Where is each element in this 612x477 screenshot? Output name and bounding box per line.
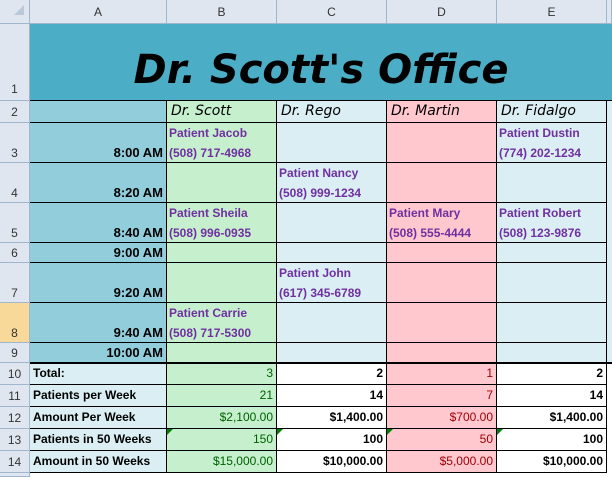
martin-total[interactable]: 1 — [387, 363, 497, 385]
appointment-cell[interactable] — [497, 203, 607, 243]
cell-a2[interactable] — [30, 101, 167, 123]
summary-label-amount-week[interactable]: Amount Per Week — [30, 407, 167, 429]
patient-phone: (508) 717-5300 — [169, 326, 252, 340]
row-header-8[interactable]: 8 — [0, 303, 30, 343]
error-indicator-icon — [387, 429, 393, 435]
empty-slot-cell[interactable] — [167, 163, 277, 203]
error-indicator-icon — [497, 429, 503, 435]
row-header-5[interactable]: 5 — [0, 203, 30, 243]
appointment-cell[interactable] — [277, 163, 387, 203]
scott-patients-week[interactable]: 21 — [167, 385, 277, 407]
empty-slot-cell[interactable] — [277, 123, 387, 163]
patient-name: Patient Robert — [499, 206, 582, 220]
patient-name: Patient Mary — [389, 206, 461, 220]
empty-slot-cell[interactable] — [277, 203, 387, 243]
row-header-7[interactable]: 7 — [0, 263, 30, 303]
time-slot-0840[interactable]: 8:40 AM — [30, 203, 167, 243]
patient-phone: (774) 202-1234 — [499, 146, 582, 160]
scott-amount-50-weeks[interactable]: $15,000.00 — [167, 451, 277, 473]
empty-slot-cell[interactable] — [277, 343, 387, 363]
patient-phone: (508) 717-4968 — [169, 146, 252, 160]
row-header-15[interactable] — [0, 473, 30, 477]
row-header-3[interactable]: 3 — [0, 123, 30, 163]
rego-total[interactable]: 2 — [277, 363, 387, 385]
cell-value: 150 — [252, 432, 273, 446]
fidalgo-patients-50-weeks[interactable] — [497, 429, 607, 451]
summary-divider — [30, 362, 612, 364]
column-header-f[interactable] — [607, 0, 612, 24]
fidalgo-amount-week[interactable]: $1,400.00 — [497, 407, 607, 429]
empty-slot-cell[interactable] — [387, 243, 497, 263]
patient-name: Patient Nancy — [279, 166, 359, 180]
time-slot-0940[interactable]: 9:40 AM — [30, 303, 167, 343]
empty-slot-cell[interactable] — [387, 343, 497, 363]
patient-phone: (617) 345-6789 — [279, 286, 362, 300]
scott-amount-week[interactable]: $2,100.00 — [167, 407, 277, 429]
rego-patients-week[interactable]: 14 — [277, 385, 387, 407]
martin-amount-50-weeks[interactable]: $5,000.00 — [387, 451, 497, 473]
sheet-title[interactable]: Dr. Scott's Office — [30, 24, 612, 101]
empty-slot-cell[interactable] — [387, 303, 497, 343]
patient-phone: (508) 996-0935 — [169, 226, 252, 240]
appointment-cell[interactable] — [167, 203, 277, 243]
row-header-10[interactable]: 10 — [0, 363, 30, 385]
row-header-14[interactable]: 14 — [0, 451, 30, 473]
appointment-cell[interactable] — [167, 123, 277, 163]
patient-name: Patient Jacob — [169, 126, 248, 140]
scott-patients-50-weeks[interactable] — [167, 429, 277, 451]
summary-label-amount-50-weeks[interactable]: Amount in 50 Weeks — [30, 451, 167, 473]
row-header-12[interactable]: 12 — [0, 407, 30, 429]
time-slot-0820[interactable]: 8:20 AM — [30, 163, 167, 203]
error-indicator-icon — [277, 429, 283, 435]
fidalgo-total[interactable]: 2 — [497, 363, 607, 385]
column-header-c[interactable]: C — [277, 0, 387, 24]
patient-phone: (508) 999-1234 — [279, 186, 362, 200]
doctor-header-martin[interactable]: Dr. Martin — [387, 101, 497, 123]
time-slot-0900[interactable]: 9:00 AM — [30, 243, 167, 263]
column-header-e[interactable]: E — [497, 0, 607, 24]
empty-slot-cell[interactable] — [167, 243, 277, 263]
row-header-6[interactable]: 6 — [0, 243, 30, 263]
cell-value: 100 — [582, 432, 603, 446]
scott-total[interactable]: 3 — [167, 363, 277, 385]
empty-slot-cell[interactable] — [277, 303, 387, 343]
doctor-header-scott[interactable]: Dr. Scott — [167, 101, 277, 123]
column-header-a[interactable]: A — [30, 0, 167, 24]
empty-slot-cell[interactable] — [497, 343, 607, 363]
cell-f2[interactable] — [607, 101, 612, 363]
summary-label-total[interactable]: Total: — [30, 363, 167, 385]
time-slot-0920[interactable]: 9:20 AM — [30, 263, 167, 303]
column-header-d[interactable]: D — [387, 0, 497, 24]
fidalgo-patients-week[interactable]: 14 — [497, 385, 607, 407]
cell-value: 50 — [479, 432, 493, 446]
time-slot-0800[interactable]: 8:00 AM — [30, 123, 167, 163]
row-header-4[interactable]: 4 — [0, 163, 30, 203]
cell-value: 100 — [362, 432, 383, 446]
rego-amount-week[interactable]: $1,400.00 — [277, 407, 387, 429]
appointment-cell[interactable] — [497, 123, 607, 163]
empty-slot-cell[interactable] — [497, 243, 607, 263]
row-header-9[interactable]: 9 — [0, 343, 30, 363]
rego-patients-50-weeks[interactable] — [277, 429, 387, 451]
empty-slot-cell[interactable] — [497, 163, 607, 203]
row-header-1[interactable]: 1 — [0, 24, 30, 101]
patient-name: Patient Dustin — [499, 126, 580, 140]
empty-slot-cell[interactable] — [497, 263, 607, 303]
empty-slot-cell[interactable] — [387, 263, 497, 303]
empty-slot-cell[interactable] — [277, 243, 387, 263]
empty-slot-cell[interactable] — [387, 163, 497, 203]
patient-name: Patient Sheila — [169, 206, 248, 220]
martin-patients-50-weeks[interactable] — [387, 429, 497, 451]
summary-label-patients-week[interactable]: Patients per Week — [30, 385, 167, 407]
empty-slot-cell[interactable] — [387, 123, 497, 163]
appointment-cell[interactable] — [167, 303, 277, 343]
row-header-2[interactable]: 2 — [0, 101, 30, 123]
doctor-header-rego[interactable]: Dr. Rego — [277, 101, 387, 123]
row-header-13[interactable]: 13 — [0, 429, 30, 451]
patient-phone: (508) 555-4444 — [389, 226, 472, 240]
patient-name: Patient John — [279, 266, 352, 280]
doctor-header-fidalgo[interactable]: Dr. Fidalgo — [497, 101, 607, 123]
row-header-11[interactable]: 11 — [0, 385, 30, 407]
fidalgo-amount-50-weeks[interactable]: $10,000.00 — [497, 451, 607, 473]
patient-name: Patient Carrie — [169, 306, 248, 320]
patient-phone: (508) 123-9876 — [499, 226, 582, 240]
summary-label-patients-50-weeks[interactable]: Patients in 50 Weeks — [30, 429, 167, 451]
select-all-icon — [14, 5, 24, 15]
appointment-cell[interactable] — [387, 203, 497, 243]
select-all-corner[interactable] — [0, 0, 30, 24]
error-indicator-icon — [167, 429, 173, 435]
empty-slot-cell[interactable] — [167, 263, 277, 303]
rego-amount-50-weeks[interactable]: $10,000.00 — [277, 451, 387, 473]
column-header-b[interactable]: B — [167, 0, 277, 24]
appointment-cell[interactable] — [277, 263, 387, 303]
time-slot-1000[interactable]: 10:00 AM — [30, 343, 167, 363]
martin-patients-week[interactable]: 7 — [387, 385, 497, 407]
empty-slot-cell[interactable] — [497, 303, 607, 343]
empty-slot-cell[interactable] — [167, 343, 277, 363]
martin-amount-week[interactable]: $700.00 — [387, 407, 497, 429]
